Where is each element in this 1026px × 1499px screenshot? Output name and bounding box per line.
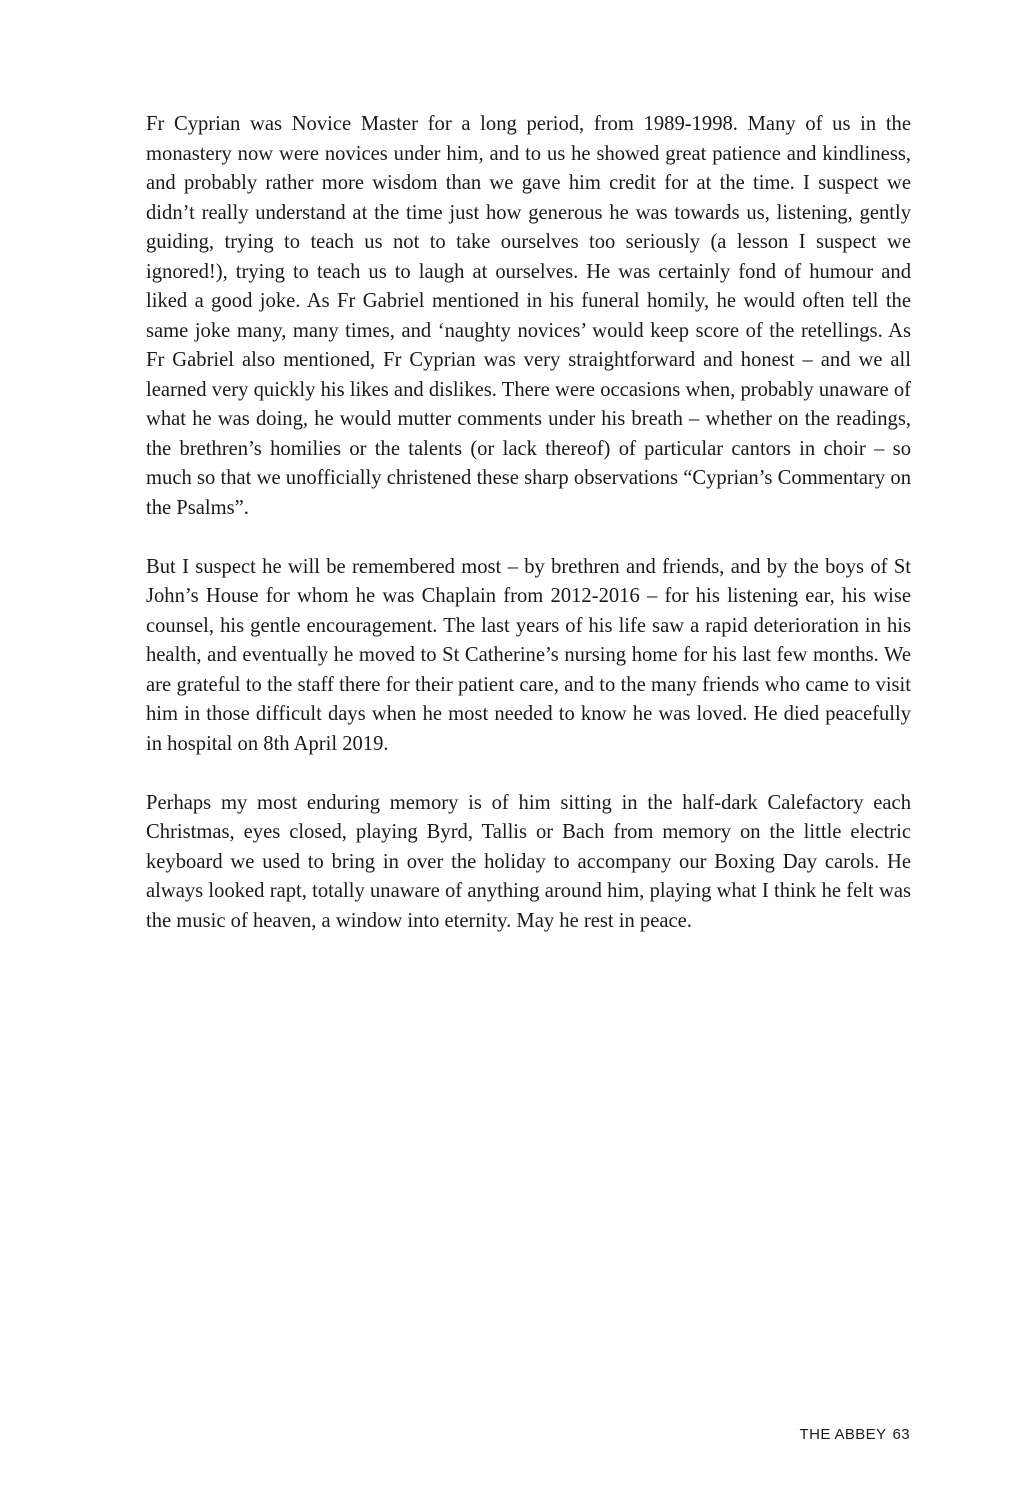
page-number: 63: [892, 1426, 910, 1443]
paragraph-2: But I suspect he will be remembered most – by brethren and friends, and by the boys of St John’s House for whom he was Chaplain from 2012-2016 – for his listening ear, his wise counsel, his gentle encouragement. The last years of his life saw a rapid deterioration in his health, and eventually he moved to St Catherine’s nursing home for his last few months. We are grateful to the staff there for their patient care, and to the many friends who came to visit him in those difficult days when he most needed to know he was loved. He died peacefully in hospital on 8th April 2019.: [146, 555, 911, 755]
paragraph-3: Perhaps my most enduring memory is of him sitting in the half-dark Calefactory each Christmas, eyes closed, playing Byrd, Tallis or Bach from memory on the little electric keyboard we used to bring in over the holiday to accompany our Boxing Day carols. He always looked rapt, totally unaware of anything around him, playing what I think he felt was the music of heaven, a window into eternity. May he rest in peace.: [146, 791, 911, 932]
publication-name: THE ABBEY: [799, 1426, 887, 1443]
body-text: [146, 110, 911, 966]
page-footer: [800, 1426, 910, 1443]
paragraph-1: Fr Cyprian was Novice Master for a long period, from 1989-1998. Many of us in the monastery now were novices under him, and to us he showed great patience and kindliness, and probably rather more wisdom than we gave him credit for at the time. I suspect we didn’t really understand at the time just how generous he was towards us, listening, gently guiding, trying to teach us not to take ourselves too seriously (a lesson I suspect we ignored!), trying to teach us to laugh at ourselves. He was certainly fond of humour and liked a good joke. As Fr Gabriel mentioned in his funeral homily, he would often tell the same joke many, many times, and ‘naughty novices’ would keep score of the retellings. As Fr Gabriel also mentioned, Fr Cyprian was very straightforward and honest – and we all learned very quickly his likes and dislikes. There were occasions when, probably unaware of what he was doing, he would mutter comments under his breath – whether on the readings, the brethren’s homilies or the talents (or lack thereof) of particular cantors in choir – so much so that we unofficially christened these sharp observations “Cyprian’s Commentary on the Psalms”.: [146, 113, 911, 519]
